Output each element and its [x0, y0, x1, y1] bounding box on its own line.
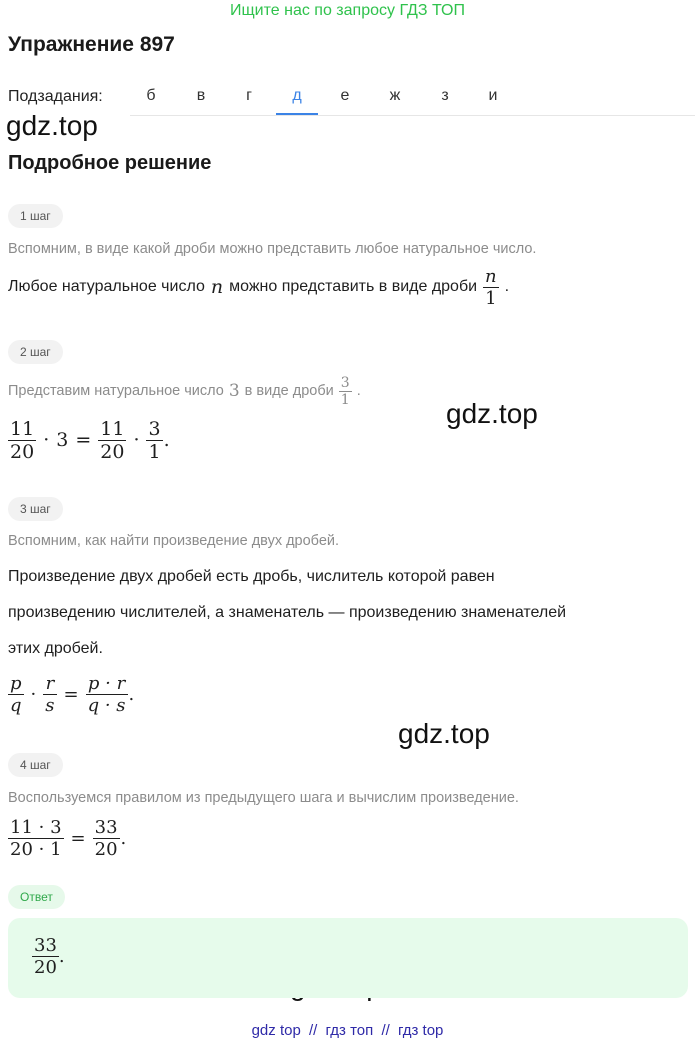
tab-z[interactable]: з: [441, 87, 449, 104]
denominator: 20: [10, 440, 35, 463]
step-text: [8, 262, 509, 312]
step-badge: 4 шаг: [8, 753, 63, 777]
step-hint: [8, 368, 361, 414]
page-title: Упражнение 897: [8, 33, 175, 56]
footer-link[interactable]: gdz top: [251, 1022, 301, 1039]
equals-sign: =: [70, 827, 86, 849]
fraction-n-over-1: [483, 266, 499, 309]
dot-operator: ·: [43, 429, 50, 451]
numerator: 11: [10, 417, 35, 440]
tab-zh[interactable]: ж: [389, 87, 401, 104]
denominator: 20: [94, 838, 118, 860]
denominator: 20: [34, 957, 57, 978]
tabs-divider: [130, 115, 695, 116]
hint-after: в виде дроби: [244, 383, 334, 399]
watermark: gdz.top: [446, 398, 538, 429]
step-hint: Воспользуемся правилом из предыдущего шага и вычислим произведение.: [8, 790, 519, 806]
watermark: gdz.top: [6, 110, 98, 141]
subtasks-nav: [8, 86, 688, 116]
period: .: [120, 827, 127, 849]
subtasks-label: Подзадания:: [8, 88, 103, 105]
dot-operator: ·: [30, 683, 37, 705]
tab-d[interactable]: д: [276, 86, 318, 115]
variable-n: n: [210, 276, 224, 298]
answer-value: [32, 935, 65, 978]
multiplier: 3: [56, 429, 69, 451]
numerator: 3: [148, 417, 161, 440]
equals-sign: =: [63, 683, 79, 705]
numerator: 11 · 3: [10, 816, 62, 838]
period: .: [356, 383, 361, 399]
text-before: Любое натуральное число: [8, 278, 205, 295]
rule-line-1: Произведение двух дробей есть дробь, числитель которой равен: [8, 568, 495, 585]
equals-sign: =: [75, 429, 92, 451]
section-title: Подробное решение: [8, 152, 212, 174]
equation: [8, 668, 134, 720]
step-badge: 3 шаг: [8, 497, 63, 521]
denominator: 1: [148, 440, 161, 463]
footer-separator: //: [381, 1022, 390, 1039]
period: .: [163, 429, 170, 451]
numerator: p: [10, 672, 22, 694]
hint-number: 3: [228, 381, 240, 401]
equation: [8, 812, 126, 864]
fraction: [98, 418, 126, 463]
step-hint: Вспомним, в виде какой дроби можно представить любое натуральное число.: [8, 241, 537, 257]
numerator: 3: [340, 374, 350, 391]
step-badge: 2 шаг: [8, 340, 63, 364]
step-hint: Вспомним, как найти произведение двух дробей.: [8, 533, 340, 549]
denominator: 1: [485, 287, 497, 309]
tab-g[interactable]: г: [246, 87, 252, 104]
period: .: [128, 683, 135, 705]
answer-badge: Ответ: [8, 885, 65, 909]
dot-operator: ·: [133, 429, 140, 451]
tab-i[interactable]: и: [488, 87, 498, 104]
footer-link[interactable]: гдз топ: [325, 1022, 374, 1039]
fraction: [8, 418, 36, 463]
numerator: 11: [100, 417, 125, 440]
fraction: [43, 673, 56, 716]
denominator: 20 · 1: [10, 838, 62, 860]
answer-box: [8, 918, 688, 998]
numerator: 33: [34, 935, 57, 956]
fraction: [146, 418, 162, 463]
fraction: [8, 673, 24, 716]
numerator: r: [43, 673, 56, 695]
text-after: можно представить в виде дроби: [229, 278, 478, 295]
rule-line-2: произведению числителей, а знаменатель — произведению знаменателей: [8, 604, 567, 621]
tab-b[interactable]: б: [146, 87, 156, 104]
numerator: p · r: [86, 673, 128, 695]
rule-line-3: этих дробей.: [8, 640, 103, 657]
denominator: s: [45, 694, 55, 716]
top-banner[interactable]: Ищите нас по запросу ГДЗ ТОП: [230, 2, 465, 19]
fraction: [93, 817, 120, 860]
tab-e[interactable]: е: [340, 87, 350, 104]
watermark: gdz.top: [398, 718, 490, 749]
footer-links: [0, 1022, 695, 1039]
footer-separator: //: [308, 1022, 318, 1039]
step-badge: 1 шаг: [8, 204, 63, 228]
denominator: q · s: [87, 694, 126, 716]
numerator: 33: [94, 816, 118, 838]
denominator: q: [10, 694, 22, 716]
period: .: [58, 946, 65, 967]
denominator: 20: [100, 440, 125, 463]
fraction: [86, 673, 128, 716]
hint-fraction: [339, 375, 352, 408]
fraction: [8, 817, 64, 860]
hint-before: Представим натуральное число: [8, 383, 224, 399]
numerator: n: [485, 265, 497, 287]
tab-v[interactable]: в: [196, 87, 206, 104]
denominator: 1: [340, 391, 350, 408]
fraction: [32, 935, 59, 978]
period: .: [504, 278, 510, 295]
footer-link[interactable]: гдз top: [397, 1022, 444, 1039]
equation: [8, 414, 170, 466]
